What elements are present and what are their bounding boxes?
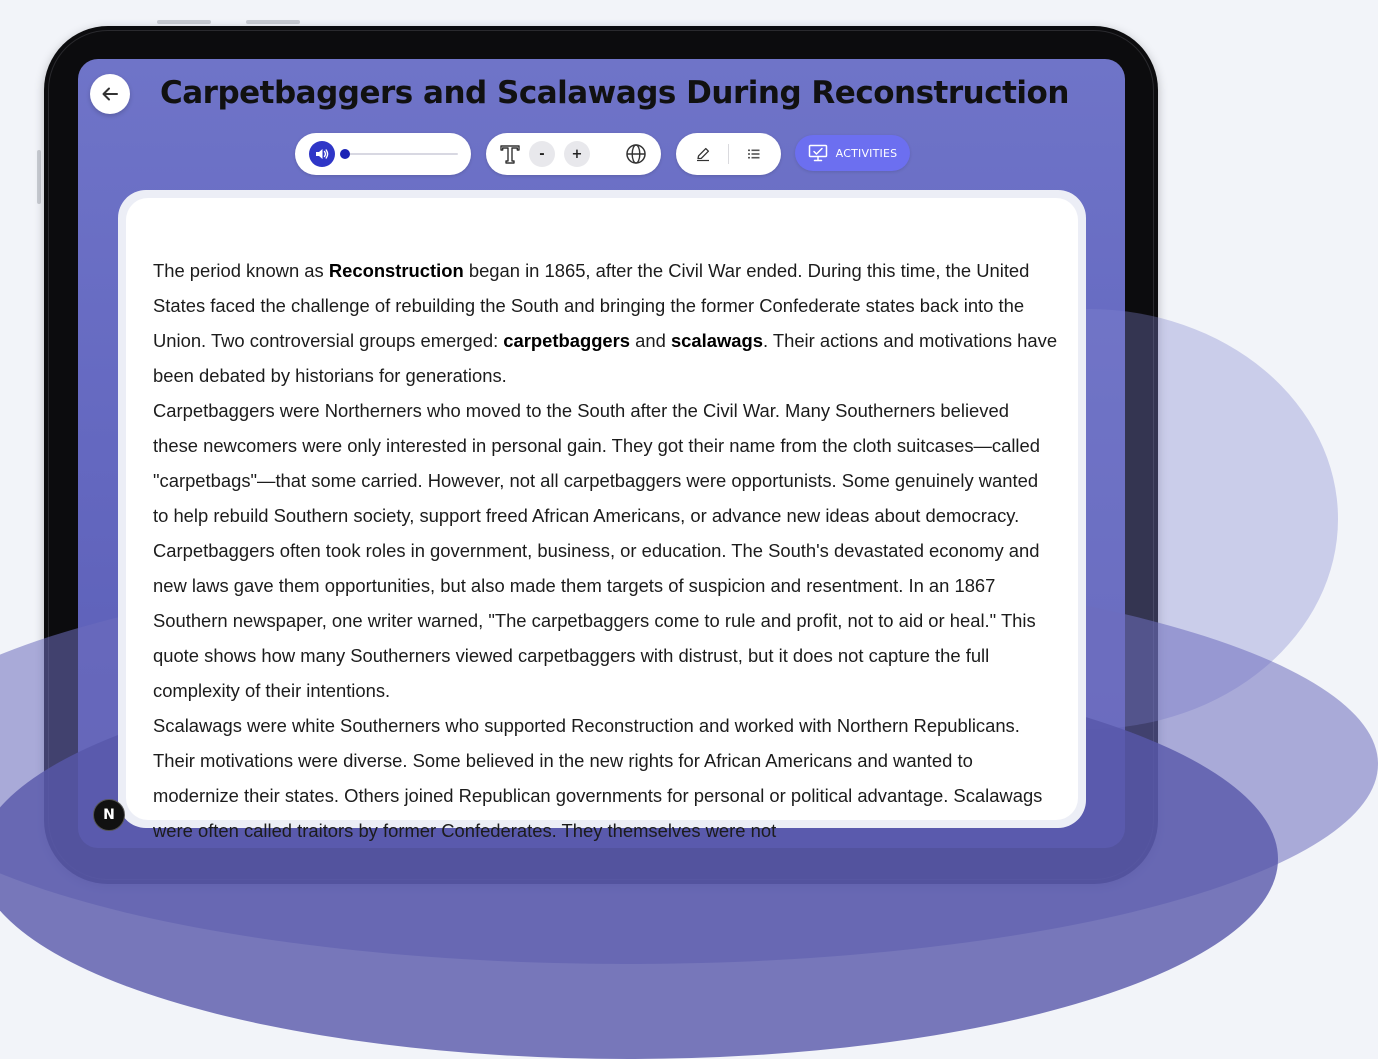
- globe-icon: [625, 143, 647, 165]
- translate-button[interactable]: [625, 143, 647, 165]
- audio-progress-thumb[interactable]: [340, 149, 350, 159]
- article-paragraph: [153, 253, 1058, 393]
- article-text: [153, 253, 1058, 848]
- text-controls: [486, 133, 661, 175]
- volume-button[interactable]: [309, 141, 335, 167]
- pencil-icon: [695, 146, 711, 162]
- arrow-left-icon: [101, 85, 119, 103]
- paragraph-text: began in 1865, after the Civil War ended. During this time, the United States faced the challenge of rebuilding the South and bringing the former Confederate states back into the Union. Two controversial groups emerged:: [153, 260, 1030, 351]
- increase-text-size-button[interactable]: +: [564, 141, 590, 167]
- paragraph-text: . Their actions and motivations have been debated by historians for generations.: [153, 330, 1058, 386]
- paragraph-text: Carpetbaggers were Northerners who moved to the South after the Civil War. Many Southerners believed these newcomers were only interested in personal gain. They got their name from the cloth suitcases—called "carpetbags"—that some carried. However, not all carpetbaggers were opportunists. Some genuinely wanted to help rebuild Southern society, support freed African Americans, or advance new ideas about democracy. Carpetbaggers often took roles in government, business, or education. The South's devastated economy and new laws gave them opportunities, but also made them targets of suspicion and resentment. In an 1867 Southern newspaper, one writer warned, "The carpetbaggers come to rule and profit, not to aid or heal." This quote shows how many Southerners viewed carpetbaggers with distrust, but it does not capture the full complexity of their intentions.: [153, 400, 1040, 701]
- app-screen: [78, 59, 1125, 848]
- article-paragraph: [153, 393, 1058, 708]
- bold-term: carpetbaggers: [503, 330, 631, 351]
- notes-controls: [676, 133, 781, 175]
- audio-player: [295, 133, 471, 175]
- list-view-button[interactable]: [746, 146, 762, 162]
- paragraph-text: and: [630, 330, 671, 351]
- tablet-top-button-1: [157, 20, 211, 24]
- reader-frame: [118, 190, 1086, 841]
- article-paragraph: [153, 708, 1058, 848]
- activities-label: ACTIVITIES: [835, 146, 898, 160]
- list-icon: [746, 146, 762, 162]
- text-style-button[interactable]: [498, 142, 522, 166]
- text-style-icon: [498, 142, 522, 166]
- back-button[interactable]: [90, 74, 130, 114]
- presentation-icon: [808, 144, 828, 162]
- bold-term: scalawags: [670, 330, 763, 351]
- activities-button[interactable]: [795, 135, 910, 171]
- paragraph-text: The period known as: [153, 260, 329, 281]
- bold-term: Reconstruction: [328, 260, 464, 281]
- tablet-side-button: [37, 150, 41, 204]
- tablet-top-button-2: [246, 20, 300, 24]
- page-title: Carpetbaggers and Scalawags During Reconstruction: [160, 75, 1069, 111]
- decrease-text-size-button[interactable]: -: [529, 141, 555, 167]
- highlight-button[interactable]: [695, 146, 711, 162]
- n-badge[interactable]: N: [93, 799, 125, 831]
- toolbar-divider: [728, 144, 729, 164]
- paragraph-text: Scalawags were white Southerners who supported Reconstruction and worked with Northern Republicans. Their motivations were diverse. Some believed in the new rights for African Americans and wanted to modernize their states. Others joined Republican governments for personal or political advantage. Scalawags were often called traitors by former Confederates. They themselves were not: [153, 715, 1043, 841]
- tablet-frame: [44, 26, 1158, 884]
- reading-panel[interactable]: [126, 198, 1078, 841]
- speaker-icon: [314, 146, 330, 162]
- audio-progress-track[interactable]: [345, 153, 458, 155]
